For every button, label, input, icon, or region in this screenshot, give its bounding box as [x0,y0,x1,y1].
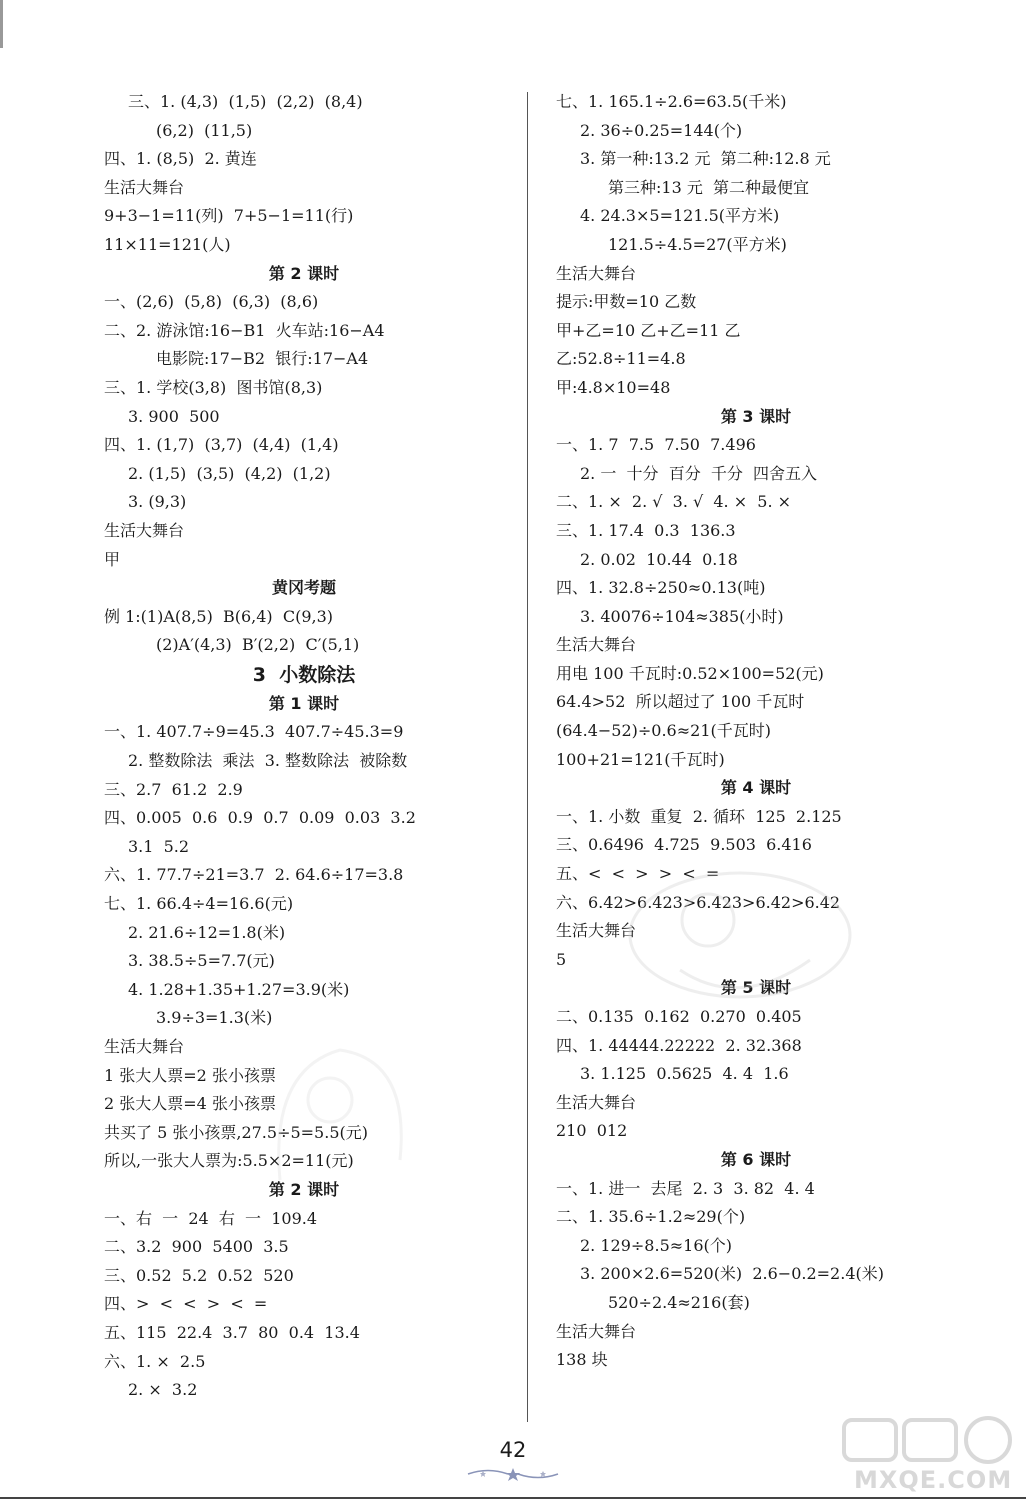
answer-line: 3. (9,3) [128,492,187,512]
answer-line: 64.4>52 所以超过了 100 千瓦时 [556,692,805,712]
answer-line: 二、2. 游泳馆:16−B1 火车站:16−A4 [104,320,385,340]
answer-line: 一、1. 小数 重复 2. 循环 125 2.125 [556,806,842,826]
answer-line: 210 012 [556,1121,628,1141]
answer-line: 一、1. 407.7÷9=45.3 407.7÷45.3=9 [104,722,404,742]
section-heading: 第 2 课时 [268,263,340,283]
answer-line: 3. 40076÷104≈385(小时) [580,606,784,626]
answer-line: 三、0.6496 4.725 9.503 6.416 [556,835,812,855]
answer-line: 2. 21.6÷12=1.8(米) [128,922,286,942]
answer-line: 2. 整数除法 乘法 3. 整数除法 被除数 [128,751,408,771]
watermark-badge-icon [838,1414,1026,1470]
answer-line: 生活大舞台 [556,263,637,283]
answer-line: 甲 [104,549,121,569]
answer-line: 第三种:13 元 第二种最便宜 [608,177,810,197]
answer-line: 甲+乙=10 乙+乙=11 乙 [556,320,741,340]
bottom-rule [0,1497,1026,1499]
answer-line: 生活大舞台 [556,1321,637,1341]
answer-line: 生活大舞台 [104,520,185,540]
answer-line: 2. 36÷0.25=144(个) [580,120,743,140]
watermark-url: MXQE.COM [854,1466,1013,1494]
answer-line: 4. 1.28+1.35+1.27=3.9(米) [128,979,350,999]
answer-line: 二、0.135 0.162 0.270 0.405 [556,1007,802,1026]
answer-line: 三、1. 17.4 0.3 136.3 [556,520,736,540]
page-number: 42 [499,1438,527,1462]
section-heading: 第 6 课时 [720,1149,792,1169]
answer-line: 七、1. 66.4÷4=16.6(元) [104,894,294,914]
chapter-heading: 3 小数除法 [252,663,356,686]
answer-line: 五、115 22.4 3.7 80 0.4 13.4 [104,1322,360,1342]
answer-line: 三、1. (4,3) (1,5) (2,2) (8,4) [128,92,363,111]
answer-line: 三、1. 学校(3,8) 图书馆(8,3) [104,377,323,397]
answer-line: 六、1. 77.7÷21=3.7 2. 64.6÷17=3.8 [104,865,404,885]
answer-line: 520÷2.4≈216(套) [608,1292,750,1312]
answer-line: 二、1. 35.6÷1.2≈29(个) [556,1207,746,1227]
answer-line: 3. 900 500 [128,406,220,426]
answer-line: 2. 一 十分 百分 千分 四舍五入 [580,463,818,483]
answer-line: 提示:甲数=10 乙数 [556,292,697,312]
answer-line: 所以,一张大人票为:5.5×2=11(元) [104,1151,354,1171]
answer-line: 3.9÷3=1.3(米) [156,1008,273,1028]
watermark-mascot-icon [260,1030,420,1200]
answer-line: 例 1:(1)A(8,5) B(6,4) C(9,3) [104,606,334,626]
answer-line: 三、2.7 61.2 2.9 [104,779,243,799]
column-divider [527,92,528,1422]
answer-line: 2. 129÷8.5≈16(个) [580,1235,732,1255]
answer-line: 生活大舞台 [556,1092,637,1112]
answer-line: 五、< < > > < = [556,864,720,884]
answer-line: 生活大舞台 [104,177,185,197]
answer-line: 100+21=121(千瓦时) [556,749,725,769]
answer-line: 四、1. 32.8÷250≈0.13(吨) [556,578,766,598]
answer-line: 138 块 [556,1350,608,1370]
section-heading: 第 3 课时 [720,406,792,426]
answer-line: 乙:52.8÷11=4.8 [556,349,686,369]
answer-line: 2 张大人票=4 张小孩票 [104,1094,276,1114]
answer-line: 四、0.005 0.6 0.9 0.7 0.09 0.03 3.2 [104,808,416,828]
answer-line: 电影院:17−B2 银行:17−A4 [156,349,369,369]
answer-line: 四、1. (1,7) (3,7) (4,4) (1,4) [104,435,339,455]
answer-line: 四、> < < > < = [104,1294,268,1314]
answer-line: 甲:4.8×10=48 [556,377,671,397]
answer-line: 四、1. (8,5) 2. 黄连 [104,149,257,169]
answer-line: 一、1. 进一 去尾 2. 3 3. 82 4. 4 [556,1178,815,1198]
answer-line: 生活大舞台 [556,635,637,655]
corner-watermark [838,1414,1026,1500]
answer-line: 七、1. 165.1÷2.6=63.5(千米) [556,92,787,111]
answer-line: 3. 1.125 0.5625 4. 4 1.6 [580,1064,789,1084]
section-heading: 黄冈考题 [271,578,336,598]
right-column [556,88,956,1375]
binding-edge [0,0,3,48]
section-heading: 第 1 课时 [268,693,340,713]
answer-line: 二、3.2 900 5400 3.5 [104,1237,289,1257]
answer-line: 三、0.52 5.2 0.52 520 [104,1265,294,1285]
answer-line: 3. 38.5÷5=7.7(元) [128,951,275,971]
answer-line: 一、右 一 24 右 一 109.4 [104,1208,318,1228]
answer-line: (6,2) (11,5) [156,120,253,140]
answer-line: 用电 100 千瓦时:0.52×100=52(元) [556,663,824,683]
answer-line: 3. 200×2.6=520(米) 2.6−0.2=2.4(米) [580,1264,884,1284]
section-heading: 第 2 课时 [268,1179,340,1199]
section-heading: 第 5 课时 [720,978,792,998]
answer-line: (64.4−52)÷0.6≈21(千瓦时) [556,721,771,741]
answer-line: 3.1 5.2 [128,836,190,856]
answer-line: 生活大舞台 [104,1037,185,1056]
answer-line: 四、1. 44444.22222 2. 32.368 [556,1035,802,1055]
answer-line: 2. 0.02 10.44 0.18 [580,549,738,569]
answer-line: 六、1. × 2.5 [104,1351,206,1371]
answer-line: 11×11=121(人) [104,234,231,254]
section-heading: 第 4 课时 [720,778,792,798]
answer-line: 5 [556,949,567,969]
answer-line: 3. 第一种:13.2 元 第二种:12.8 元 [580,149,831,169]
answer-line: 生活大舞台 [556,921,637,941]
answer-line: 121.5÷4.5=27(平方米) [608,234,787,254]
answer-line: 2. × 3.2 [128,1380,198,1400]
footer-ornament-icon [463,1465,563,1483]
answer-line: (2)A′(4,3) B′(2,2) C′(5,1) [156,635,360,655]
answer-line: 1 张大人票=2 张小孩票 [104,1065,276,1085]
answer-line: 2. (1,5) (3,5) (4,2) (1,2) [128,463,331,483]
answer-line: 9+3−1=11(列) 7+5−1=11(行) [104,206,354,226]
answer-line: 4. 24.3×5=121.5(平方米) [580,206,780,226]
watermark-logo-icon [620,860,860,1010]
answer-line: 二、1. × 2. √ 3. √ 4. × 5. × [556,492,792,512]
answer-line: 一、1. 7 7.5 7.50 7.496 [556,435,756,455]
left-column [104,88,504,1405]
answer-line: 六、6.42>6.423>6.423>6.42>6.42 [556,892,841,912]
answer-line: 共买了 5 张小孩票,27.5÷5=5.5(元) [104,1122,368,1142]
answer-line: 一、(2,6) (5,8) (6,3) (8,6) [104,292,319,312]
